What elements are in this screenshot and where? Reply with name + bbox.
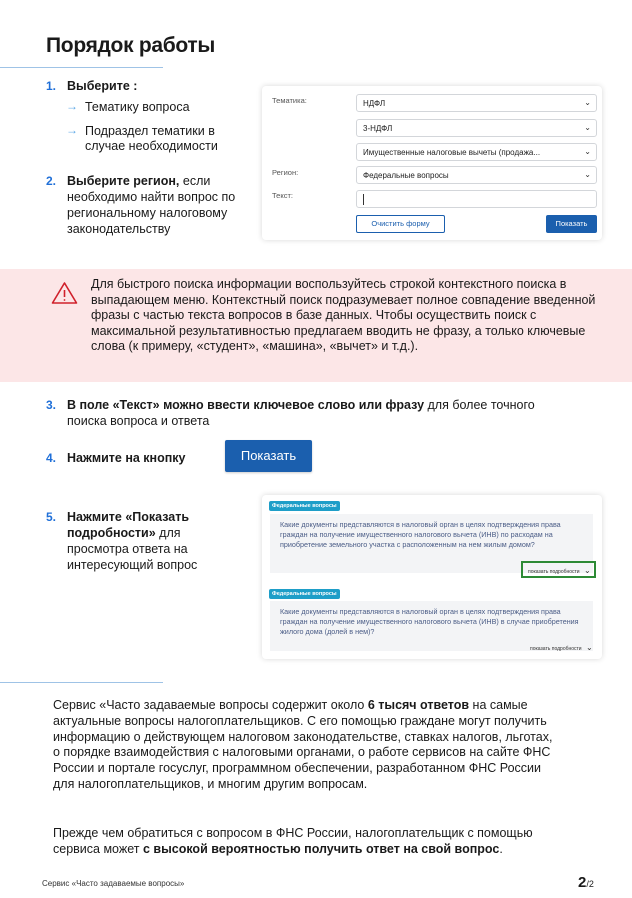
region-select[interactable]: [356, 166, 597, 184]
step-2-rest: если необходимо найти вопрос по региональному налоговому законодательству: [67, 174, 236, 236]
subtopic2-select[interactable]: [356, 143, 597, 161]
info-p1-a: Сервис «Часто задаваемые вопросы содержит около: [53, 698, 368, 712]
chevron-down-icon: ⌄: [584, 147, 591, 156]
step-2-text: [67, 173, 247, 237]
topic-select[interactable]: [356, 94, 597, 112]
result-2-more-link[interactable]: [530, 643, 593, 652]
chevron-down-icon: ⌄: [584, 566, 591, 575]
result-1-badge: Федеральные вопросы: [269, 501, 340, 511]
step-1-text: Выберите :: [67, 79, 138, 93]
info-p2-b: с высокой вероятностью получить ответ на свой вопрос: [142, 841, 500, 856]
topic-label: Тематика:: [272, 96, 307, 105]
subtopic-select-value: 3-НДФЛ: [363, 124, 393, 133]
info-paragraph-1: [53, 698, 553, 793]
info-p2-c: .: [499, 841, 503, 856]
step-3-rest: для более точного поиска вопроса и ответа: [67, 398, 535, 428]
info-p2-a: Прежде чем обратиться с вопросом в ФНС России, налогоплательщик с помощью сервиса может: [53, 826, 533, 856]
step-2-number: 2.: [46, 174, 57, 188]
section-divider: [0, 682, 163, 683]
step-3-bold: В поле «Текст» можно ввести ключевое слово или фразу: [67, 398, 425, 412]
subtopic2-select-value: Имущественные налоговые вычеты (продажа...: [363, 148, 541, 157]
chevron-down-icon: ⌄: [586, 643, 593, 652]
chevron-down-icon: ⌄: [584, 98, 591, 107]
subtopic-select[interactable]: [356, 119, 597, 137]
step-1-sub-topic: Тематику вопроса: [85, 100, 190, 114]
step-5-number: 5.: [46, 510, 57, 524]
result-2-question[interactable]: Какие документы представляются в налоговый орган в целях подтверждения права граждан на получение имущественного налогового вычета (ИНВ) в случае приобретения жилого дома (долей в нем)?: [280, 607, 579, 636]
step-4-text: Нажмите на кнопку: [67, 451, 186, 465]
text-cursor: [363, 194, 364, 205]
region-select-value: Федеральные вопросы: [363, 171, 449, 180]
show-button[interactable]: Показать: [546, 215, 597, 233]
page-number: [578, 874, 594, 891]
page-current: 2: [578, 874, 587, 891]
result-1-more-label: показать подробности: [528, 569, 580, 575]
arrow-right-icon: →: [66, 99, 78, 113]
step-4-number: 4.: [46, 451, 57, 465]
info-paragraph-2: [53, 826, 553, 858]
step-5-bold: Нажмите «Показать подробности»: [67, 510, 190, 540]
result-2-badge: Федеральные вопросы: [269, 589, 340, 599]
warning-triangle-icon: [51, 281, 78, 305]
page-total: /2: [586, 879, 594, 889]
result-1-more-link[interactable]: [528, 566, 591, 575]
clear-form-button[interactable]: Очистить форму: [356, 215, 445, 233]
step-1-number: 1.: [46, 79, 57, 93]
step-3-text: [67, 397, 547, 429]
alert-text: Для быстрого поиска информации воспользуйтесь строкой контекстного поиска в выпадающем меню. Контекстный поиск подразумевает полное совпадение введенной фразы с частью текста вопросов в базе данных. Чтобы осуществить поиск с максимальной результативностью предлагаем вводить не фразу, а только ключевые слова (к примеру, «студент», «машина», «вычет» и т.д.).: [91, 277, 596, 354]
show-button-example[interactable]: Показать: [225, 440, 312, 472]
text-label: Текст:: [272, 191, 293, 200]
info-p1-b: 6 тысяч ответов: [367, 698, 470, 712]
step-2-bold: Выберите регион,: [67, 174, 180, 188]
footer-text: Сервис «Часто задаваемые вопросы»: [42, 879, 185, 888]
step-5-text: [67, 509, 207, 573]
chevron-down-icon: ⌄: [584, 123, 591, 132]
step-1-sub-subtopic: Подраздел тематики в случае необходимости: [85, 124, 218, 153]
page-title: Порядок работы: [46, 34, 216, 57]
result-2-more-label: показать подробности: [530, 646, 582, 652]
result-1-question[interactable]: Какие документы представляются в налоговый орган в целях подтверждения права граждан на получение имущественного налогового вычета (ИНВ) по расходам на приобретение земельного участка с расположенным на нем жилым домом?: [280, 520, 561, 549]
arrow-right-icon: →: [66, 123, 78, 137]
region-label: Регион:: [272, 168, 299, 177]
step-5-rest: для просмотра ответа на интересующий вопрос: [67, 526, 198, 572]
text-input[interactable]: [356, 190, 597, 208]
step-3-number: 3.: [46, 398, 57, 412]
info-p1-c: на самые актуальные вопросы налогоплательщиков. С его помощью граждане могут получить информацию о действующем налоговом законодательстве, ставках налогов, льготах, о порядке взаимодействия с налоговыми органами, о работе сервисов на сайте ФНС России и портале госуслуг, программном обеспечении, разработанном ФНС России для налогоплательщиков, и многим другим вопросам.: [53, 698, 553, 791]
topic-select-value: НДФЛ: [363, 99, 386, 108]
title-divider: [0, 67, 163, 68]
chevron-down-icon: ⌄: [584, 170, 591, 179]
